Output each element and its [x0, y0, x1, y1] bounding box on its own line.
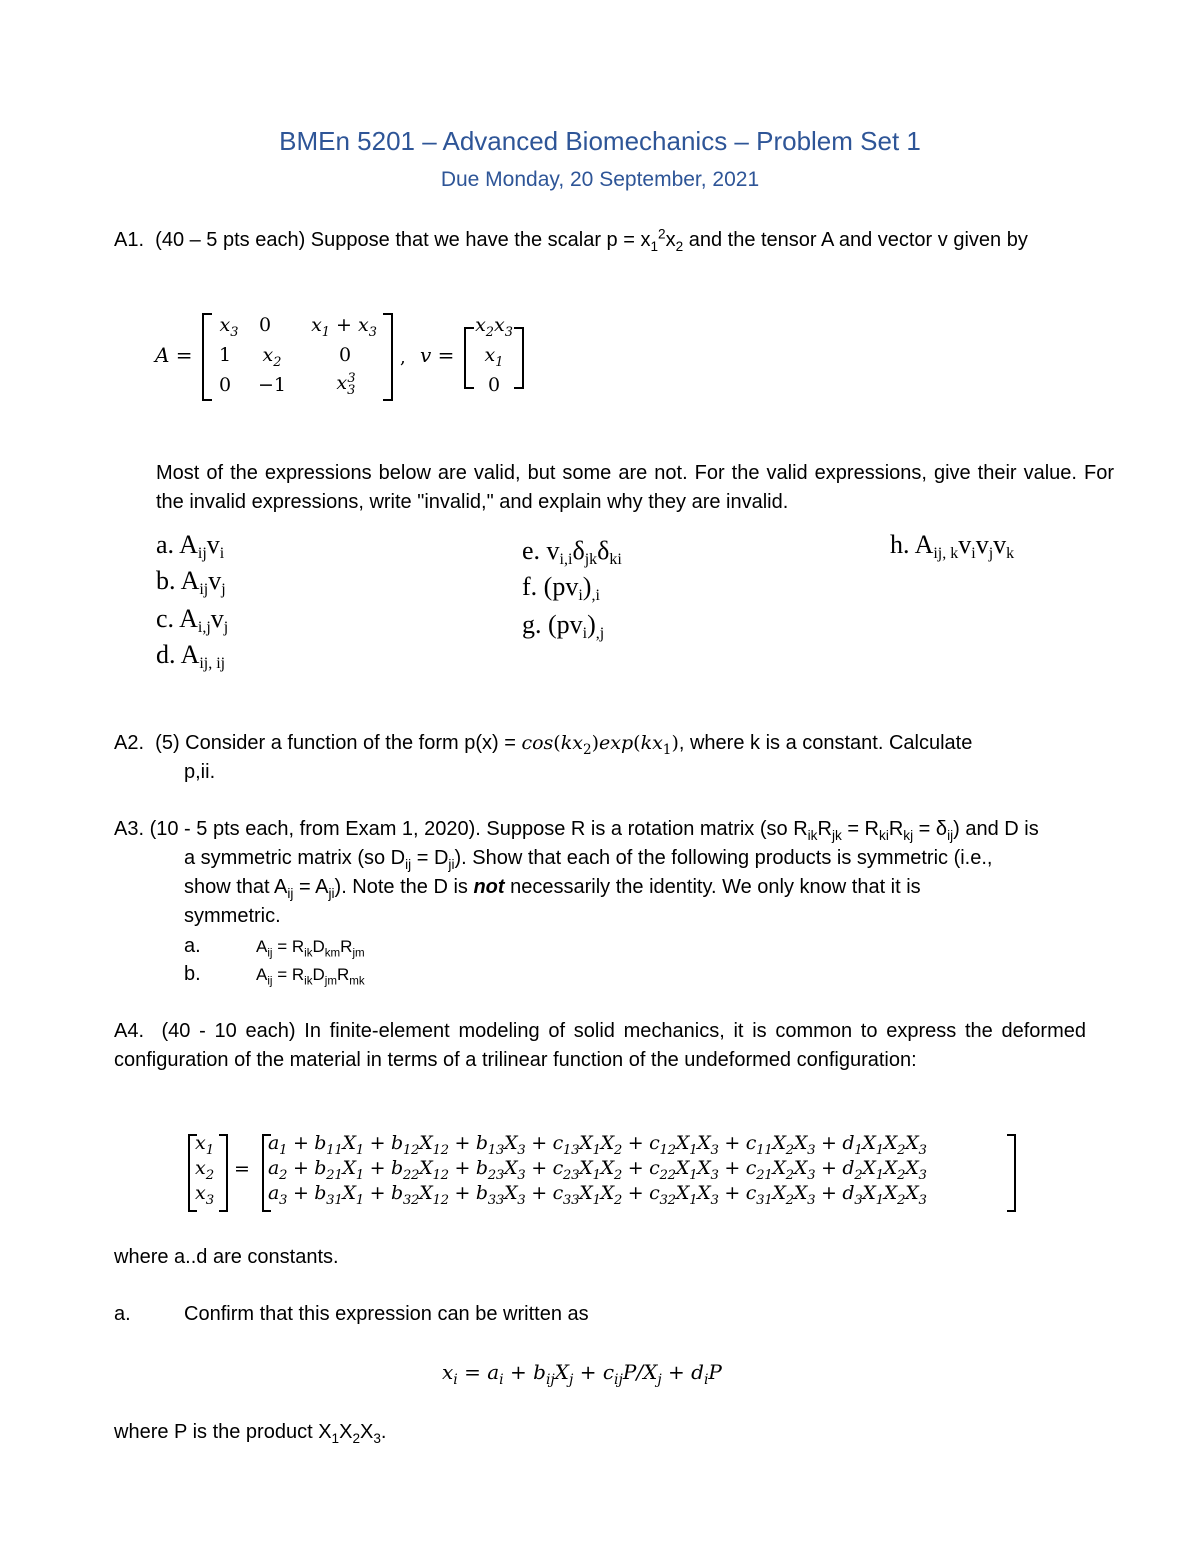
a4-part-a: a. Confirm that this expression can be written as [114, 1303, 589, 1325]
vector-v-label: v = [420, 343, 455, 367]
a2-question: A2. (5) Consider a function of the form $p(x) = \cos(kx_2)\exp(kx_1)$, where k is a constant. Calculate [114, 732, 973, 758]
item-c: c. Ai,jvj [156, 604, 229, 636]
item-a: a. Aijvi [156, 530, 225, 562]
a1-instructions: Most of the expressions below are valid, but some are not. For the valid expressions, give their value. For the invalid expressions, write "invalid," and explain why they are invalid. [156, 462, 1114, 513]
page-title: BMEn 5201 – Advanced Biomechanics – Problem Set 1 [279, 126, 921, 156]
item-d: d. Aij, ij [156, 640, 226, 672]
a2-question-cont: p,ii. [184, 761, 216, 783]
a4-question: A4. (40 - 10 each) In finite-element modeling of solid mechanics, it is common to express the deformed configuration of the material in terms of a trilinear function of the undeformed configuration: [114, 1020, 1086, 1071]
item-h: h. Aij, kvivjvk [890, 530, 1015, 562]
a1-intro: A1. (40 – 5 pts each) Suppose that we have the scalar $p = x_1^2x_2$ and the tensor A and vector v given by [114, 226, 1028, 254]
item-e: e. vi,iδjkδki [522, 536, 622, 568]
item-f: f. (pvi),i [522, 572, 600, 604]
item-g: g. (pvi),j [522, 610, 605, 642]
a3-question: A3. (10 - 5 pts each, from Exam 1, 2020). Suppose R is a rotation matrix (so $R_{ik}R_{jk} = R_{ki}R_{kj} = \delta_{ij}$) and D is [114, 818, 1039, 843]
a4-compact-equation: $x_i = a_i + b_{ij}X_j + c_{ij}P/X_j + d_iP$ [442, 1360, 722, 1388]
a1-points: (40 – 5 pts each) [155, 229, 306, 251]
matrix-A-label: A = [155, 343, 193, 367]
a3-line3: show that $A_{ij} = A_{ji}$). Note the D is not necessarily the identity. We only know that it is [184, 876, 921, 901]
a4-product: where P is the product $X_1X_2X_3$. [114, 1421, 387, 1446]
a3-part-a: a. $A_{ij} = R_{ik}D_{km}R_{jm}$ [184, 935, 365, 960]
item-b: b. Aijvj [156, 566, 226, 598]
a4-constants: where a..d are constants. [114, 1246, 339, 1268]
due-date: Due Monday, 20 September, 2021 [440, 168, 760, 191]
a3-line4: symmetric. [184, 905, 281, 927]
a3-part-b: b. $A_{ij} = R_{ik}D_{jm}R_{mk}$ [184, 963, 365, 988]
a1-label: A1. [114, 229, 145, 251]
a3-line2: a symmetric matrix (so $D_{ij} = D_{ji}$). Show that each of the following products is symmetric (i.e., [184, 847, 993, 872]
